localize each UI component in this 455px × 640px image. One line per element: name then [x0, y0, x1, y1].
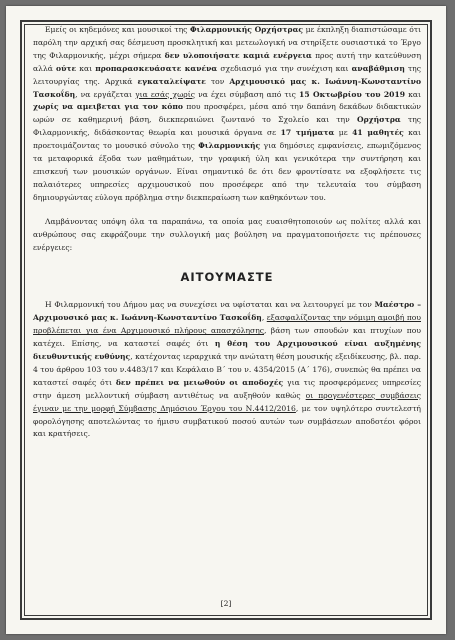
text-run: που προσφέρει, μέσα από την δαπάνη δεκάδων διδακτικών ωρών σε καθημερινή βάση, διεκπεραιώνει ζωντανό το Σχολείο και την [33, 102, 421, 125]
text-run: , με τον υψηλότερο συντελεστή φορολόγησης αποτελώντας το ήμισυ συμβατικού ποσού αυτών των συμβάσεων αποδοτέοι φόροι και κρατήσεις. [33, 403, 421, 439]
text-run: χωρίς να αμειβεται για τον κόπο [33, 102, 183, 112]
text-run: τον [205, 76, 230, 86]
text-run: και [405, 89, 421, 99]
text-run: της Φιλαρμονικής, διδάσκοντας θεωρία και μουσικά όργανα σε [33, 115, 422, 138]
text-run: Αρχιμουσικό μας κ. Ιωάννη-Κωνσταντίνο Τασκοΐδη [33, 76, 422, 99]
text-run: για τις προσφερόμενες υπηρεσίες στην άμεση μελλοντική σύμβαση αντιθέτως να αυξηθούν καθώς [33, 377, 421, 400]
text-run: και [76, 63, 96, 73]
text-run: να έχει σύμβαση από τις [194, 89, 300, 99]
text-run: Λαμβάνοντας υπόψη όλα τα παραπάνω, τα οποία μας ευαισθητοποιούν ως πολίτες αλλά και ανθρώπους σας εκφράζουμε την συλλογική μας βούληση να πραγματοποιήσετε τις πρέπουσες ενέργειες: [33, 216, 421, 252]
text-run: προς αυτή την κατεύθυνση αλλά [33, 50, 422, 73]
text-run: με [334, 128, 353, 138]
text-run: της λειτουργίας της. Αρχικά [33, 63, 421, 86]
page-number: [2] [220, 599, 232, 608]
text-run: δεν υλοποιήσατε καμιά ενέργεια [164, 50, 312, 60]
text-run: προπαρασκευάσατε κανένα [95, 63, 218, 73]
paragraph-intro [33, 24, 421, 205]
text-run: δεν πρέπει να μειωθούν οι αποδοχές [115, 377, 284, 387]
text-run: 17 τμήματα [280, 128, 335, 138]
text-run: η θέση του Αρχιμουσικού είναι αυξημένης διευθυντικής ευθύνης [33, 339, 422, 362]
request-heading: ΑΙΤΟΥΜΑΣΤΕ [180, 270, 274, 285]
text-run: , να εργάζεται [75, 89, 136, 99]
text-run: Φιλαρμονικής [198, 141, 261, 151]
text-run: Εμείς οι κηδεμόνες και μουσικοί της [45, 25, 190, 34]
text-run: με έκπληξη διαπιστώσαμε ότι παρόλη την αρχική σας δέσμευση προσκλητική και μετεωλογική να στηρίξετε ουσιαστικά το Έργο της Φιλαρμονικής, μέχρι σήμερα [33, 25, 421, 60]
text-run: Φιλαρμονικής Ορχήστρας [189, 25, 304, 34]
text-run: Ορχήστρα [356, 115, 401, 125]
text-run: , [261, 313, 267, 323]
document-page [6, 6, 446, 634]
text-run: για εσάς χωρίς [135, 89, 195, 99]
text-run: αναβάθμιση [351, 63, 405, 73]
paragraph-considering [33, 216, 421, 255]
text-run: για δημόσιες εμφανίσεις, επωμιζόμενος τα μεταφορικά έξοδα των μαθημάτων, την γραφική ύλη και γενικότερα την συντήρηση και επισκευή των μουσικών οργάνων. Είναι σημαντικό δε ότι δεν φροντίσατε να εξοφλήσετε τις παλαιότερες υπηρεσίες αρχιμουσικού που προσέφερε από την τελευταία του σύμβαση δημιουργώντας εύλογα πρόβλημα στην διεκπεραίωση των καθηκόντων του. [33, 141, 421, 202]
text-run: ούτε [56, 63, 77, 73]
paragraph-request [33, 299, 421, 441]
text-run: 41 μαθητές [352, 128, 404, 138]
text-run: εξασφαλίζοντας την νόμιμη αμοιβή που προβλέπεται για ένα Αρχιμουσικό πλήρους απασχόλησης [33, 313, 421, 336]
text-run: Μαέστρο – Αρχιμουσικό μας κ. Ιωάννη-Κωνσταντίνο Τασκοΐδη [33, 300, 421, 323]
text-run: , κατέχοντας ιεραρχικά την ανώτατη θέση μουσικής εξειδίκευσης, βλ. παρ. 4 του άρθρου 103 του ν.4483/17 και Κεφάλαιο Β΄ του ν. 4354/2015 (Α΄ 176), συνεπώς θα πρέπει να καταστεί σαφές ότι [33, 352, 421, 387]
text-run: οι προγενέστερες συμβάσεις έγιναν με την μορφή Σύμβασης Δημόσιου Έργου του Ν.4412/2016 [33, 390, 421, 413]
document-body [33, 24, 421, 441]
text-run: εγκαταλείψατε [137, 76, 206, 86]
text-run: 15 Οκτωβρίου του 2019 [299, 89, 406, 99]
text-run: Η Φιλαρμονική του Δήμου μας να συνεχίσει να υφίσταται και να λειτουργεί με τον [45, 300, 375, 310]
text-run: , βάση των σπουδών και πτυχίων που κατέχει. Επίσης, να καταστεί σαφές ότι [33, 326, 421, 349]
text-run: σχεδιασμό για την συνέχιση και [217, 63, 352, 73]
text-run: και προετοιμάζοντας το μουσικό σύνολο της [33, 128, 421, 151]
